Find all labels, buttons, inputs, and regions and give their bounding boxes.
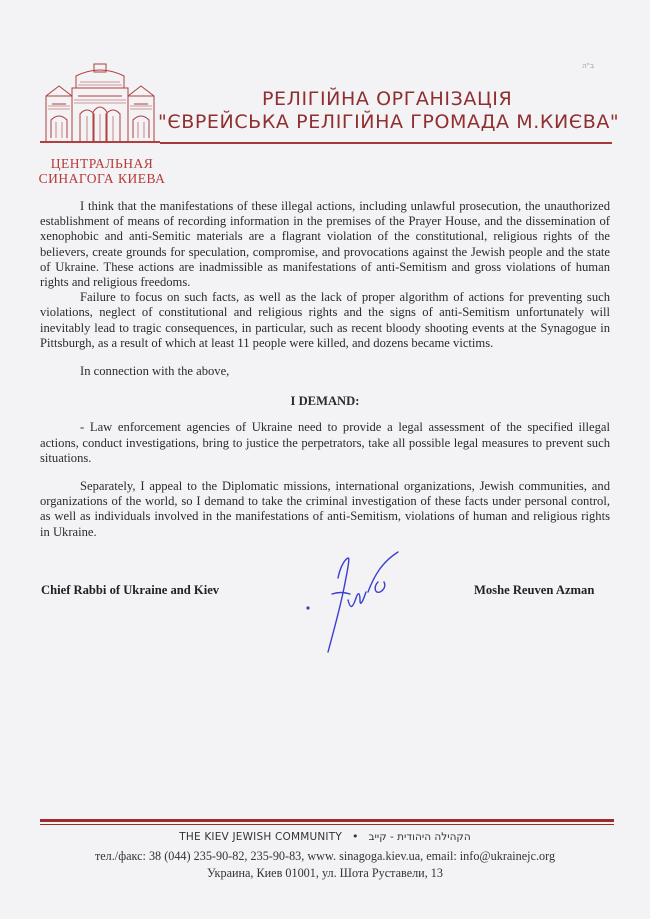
paragraph-4: - Law enforcement agencies of Ukraine need to provide a legal assessment of the specified illegal actions, conduct investigations, bring to justice the perpetrators, take all possible legal measures to prevent such situations. [40,420,610,465]
paragraph-3: In connection with the above, [80,364,230,379]
paragraph-5: Separately, I appeal to the Diplomatic missions, international organizations, Jewish communities, and organizations of the world, so I demand to take the criminal investigation of these facts under personal control, as well as individuals involved in the manifestations of anti-Semitism, violations of human and religious rights in Ukraine. [40,479,610,539]
signature [298,548,408,658]
community-name-hebrew: הקהילה היהודית - קייב [368,831,471,843]
synagogue-name [37,156,167,186]
paragraph-2: Failure to focus on such facts, as well as the lack of proper algorithm of actions for preventing such violations, neglect of constitutional and religious rights and the signs of anti-Semitism unfortunately will inevitably lead to tragic consequences, in particular, such as recent bloody shooting events at the Synagogue in Pittsburgh, as a result of which at least 11 people were killed, and dozens became victims. [40,290,610,350]
signer-title: Chief Rabbi of Ukraine and Kiev [41,583,220,597]
demand-heading: I DEMAND: [290,394,360,409]
footer-community-line [0,830,650,843]
page-mark: ב"ה [582,62,594,70]
footer-address: Украина, Киев 01001, ул. Шота Руставели, 13 [207,866,443,880]
header-divider [160,142,612,144]
synagogue-building-logo [40,62,160,152]
footer-divider-thin [40,824,614,825]
organization-title-line2: "ЄВРЕЙСЬКА РЕЛІГІЙНА ГРОМАДА М.КИЄВА" [158,111,620,133]
organization-title-line1: РЕЛІГІЙНА ОРГАНІЗАЦІЯ [262,88,513,110]
paragraph-1: I think that the manifestations of these illegal actions, including unlawful prosecution, the unauthorized establishment of means of recording information in the premises of the Prayer House, and the dissemination of xenophobic and anti-Semitic materials are a flagrant violation of the constitutional, religious rights of the believers, create grounds for speculation, compromise, and provocations against the Jewish people and the state of Ukraine. These actions are inadmissible as manifestations of anti-Semitism and gross violations of human rights and religious freedoms. [40,199,610,290]
synagogue-name-line2: СИНАГОГА КИЕВА [38,171,166,186]
letter-body [40,199,610,540]
footer-separator: • [351,830,359,843]
footer-contacts: тел./факс: 38 (044) 235-90-82, 235-90-83, www. sinagoga.kiev.ua, email: info@ukrainejc.org [94,849,556,863]
community-name: THE KIEV JEWISH COMMUNITY [179,831,342,843]
signer-name: Moshe Reuven Azman [474,583,595,597]
synagogue-name-line1: ЦЕНТРАЛЬНАЯ [50,156,154,171]
footer-divider-thick [40,819,614,822]
